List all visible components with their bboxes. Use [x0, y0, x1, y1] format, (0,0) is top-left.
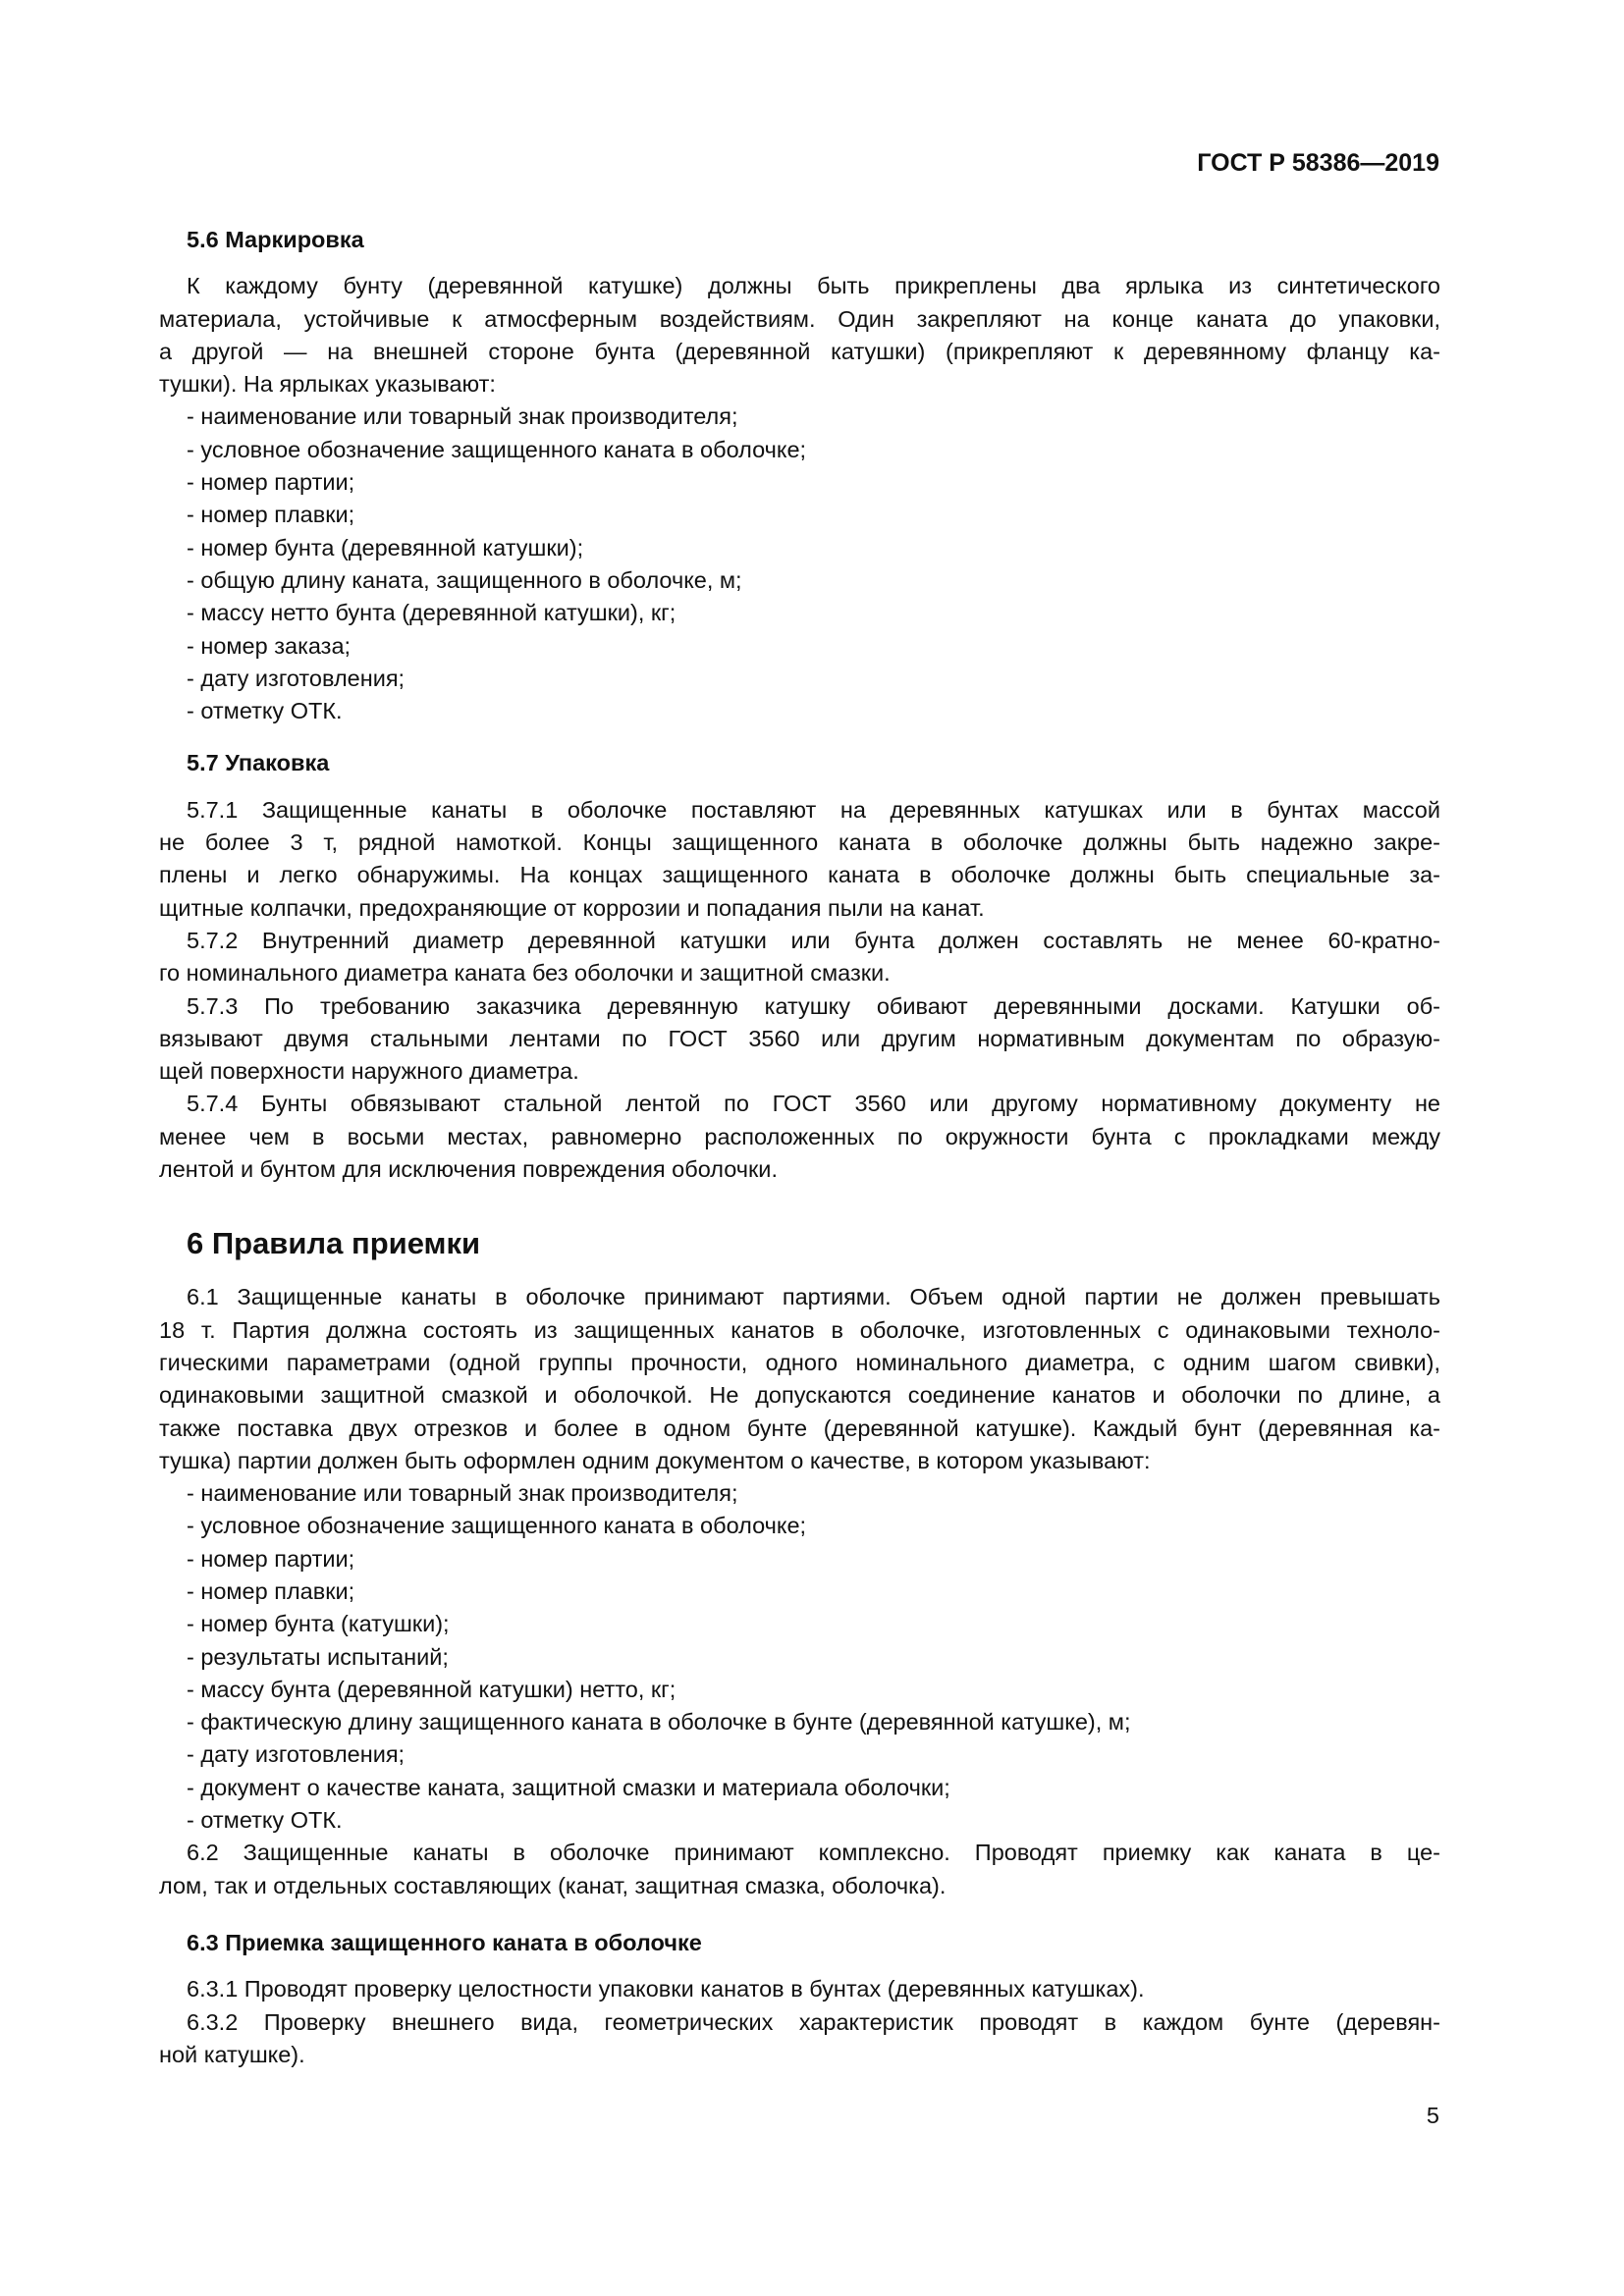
paragraph-line: 5.7.2 Внутренний диаметр деревянной катушки или бунта должен составлять не менее 60-кратно-: [187, 927, 1440, 953]
paragraph-line: 6.3.2 Проверку внешнего вида, геометрических характеристик проводят в каждом бунте (деревян-: [187, 2008, 1440, 2035]
paragraph-line: 6.2 Защищенные канаты в оболочке принимают комплексно. Проводят приемку как каната в це-: [187, 1840, 1440, 1866]
paragraph: [159, 1837, 1440, 1902]
paragraph-line: го номинального диаметра каната без оболочки и защитной смазки.: [159, 960, 891, 987]
paragraph-line: щитные колпачки, предохраняющие от коррозии и попадания пыли на канат.: [159, 894, 985, 921]
paragraph-line: тушка) партии должен быть оформлен одним документом о качестве, в котором указывают:: [159, 1447, 1151, 1473]
paragraph-line: щей поверхности наружного диаметра.: [159, 1058, 579, 1085]
section-subheading: 5.7 Упаковка: [187, 750, 330, 776]
paragraph-line: тушки). На ярлыках указывают:: [159, 371, 496, 398]
paragraph-line: К каждому бунту (деревянной катушке) должны быть прикреплены два ярлыка из синтетического: [187, 273, 1440, 299]
list-item: - отметку ОТК.: [187, 1807, 343, 1834]
list-item: - общую длину каната, защищенного в оболочке, м;: [187, 566, 742, 593]
paragraph-line: ной катушке).: [159, 2041, 305, 2067]
paragraph-line: вязывают двумя стальными лентами по ГОСТ 3560 или другим нормативным документам по образую-: [159, 1025, 1440, 1051]
list-item: - номер бунта (деревянной катушки);: [187, 534, 584, 561]
list-item: - дату изготовления;: [187, 1741, 406, 1768]
list-item: - документ о качестве каната, защитной смазки и материала оболочки;: [187, 1774, 950, 1800]
paragraph-line: гическими параметрами (одной группы прочности, одного номинального диаметра, с одним шагом свивки),: [159, 1349, 1440, 1375]
paragraph-line: 5.7.1 Защищенные канаты в оболочке поставляют на деревянных катушках или в бунтах массой: [187, 796, 1440, 823]
paragraph-line: лентой и бунтом для исключения повреждения оболочки.: [159, 1156, 778, 1183]
bullet-list: [159, 400, 1440, 727]
paragraph-line: 6.1 Защищенные канаты в оболочке принимают партиями. Объем одной партии не должен превышать: [187, 1284, 1440, 1310]
paragraph-line: также поставка двух отрезков и более в одном бунте (деревянной катушке). Каждый бунт (деревянная ка-: [159, 1415, 1440, 1441]
paragraph: [159, 1281, 1440, 1477]
list-item: - наименование или товарный знак производителя;: [187, 403, 738, 430]
paragraph-line: 5.7.3 По требованию заказчика деревянную катушку обивают деревянными досками. Катушки об-: [187, 992, 1440, 1019]
list-item: - массу бунта (деревянной катушки) нетто, кг;: [187, 1676, 677, 1702]
list-item: - номер партии;: [187, 469, 355, 496]
bullet-list: [159, 1477, 1440, 1837]
list-item: - номер плавки;: [187, 502, 355, 528]
list-item: - условное обозначение защищенного каната в оболочке;: [187, 436, 807, 462]
paragraph-line: плены и легко обнаружимы. На концах защищенного каната в оболочке должны быть специальные за-: [159, 862, 1440, 888]
paragraph: [159, 925, 1440, 990]
paragraph-line: 6.3.1 Проводят проверку целостности упаковки канатов в бунтах (деревянных катушках).: [187, 1976, 1145, 2002]
paragraph-line: а другой — на внешней стороне бунта (деревянной катушки) (прикрепляют к деревянному фланцу ка-: [159, 338, 1440, 364]
list-item: - номер заказа;: [187, 632, 352, 659]
paragraph-line: материала, устойчивые к атмосферным воздействиям. Один закрепляют на конце каната до упаковки,: [159, 305, 1440, 332]
list-item: - номер партии;: [187, 1545, 355, 1572]
list-item: - фактическую длину защищенного каната в оболочке в бунте (деревянной катушке), м;: [187, 1709, 1131, 1735]
paragraph-line: не более 3 т, рядной намоткой. Концы защищенного каната в оболочке должны быть надежно закре-: [159, 829, 1440, 856]
list-item: - результаты испытаний;: [187, 1643, 449, 1670]
list-item: - номер плавки;: [187, 1577, 355, 1604]
paragraph-line: 18 т. Партия должна состоять из защищенных канатов в оболочке, изготовленных с одинаковыми техноло-: [159, 1316, 1440, 1343]
paragraph: [159, 1973, 1440, 2005]
section-subheading: 5.6 Маркировка: [187, 227, 364, 252]
paragraph-line: менее чем в восьми местах, равномерно расположенных по окружности бунта с прокладками между: [159, 1123, 1440, 1149]
paragraph: [159, 1088, 1440, 1186]
paragraph: [159, 990, 1440, 1089]
list-item: - наименование или товарный знак производителя;: [187, 1480, 738, 1507]
section-heading: 6 Правила приемки: [187, 1226, 481, 1261]
paragraph: [159, 2006, 1440, 2072]
list-item: - отметку ОТК.: [187, 698, 343, 724]
list-item: - дату изготовления;: [187, 665, 406, 691]
paragraph: [159, 794, 1440, 925]
paragraph-line: лом, так и отдельных составляющих (канат, защитная смазка, оболочка).: [159, 1872, 947, 1898]
list-item: - массу нетто бунта (деревянной катушки), кг;: [187, 600, 677, 626]
list-item: - условное обозначение защищенного каната в оболочке;: [187, 1513, 807, 1539]
paragraph: [159, 270, 1440, 400]
page-number: 5: [1426, 2103, 1439, 2128]
document-body: [159, 224, 1440, 2071]
paragraph-line: одинаковыми защитной смазкой и оболочкой. Не допускаются соединение канатов и оболочки по длине, а: [159, 1382, 1440, 1409]
list-item: - номер бунта (катушки);: [187, 1611, 450, 1637]
paragraph-line: 5.7.4 Бунты обвязывают стальной лентой по ГОСТ 3560 или другому нормативному документу не: [187, 1091, 1440, 1117]
section-subheading: 6.3 Приемка защищенного каната в оболочке: [187, 1929, 702, 1955]
document-header: ГОСТ Р 58386—2019: [1197, 149, 1439, 177]
